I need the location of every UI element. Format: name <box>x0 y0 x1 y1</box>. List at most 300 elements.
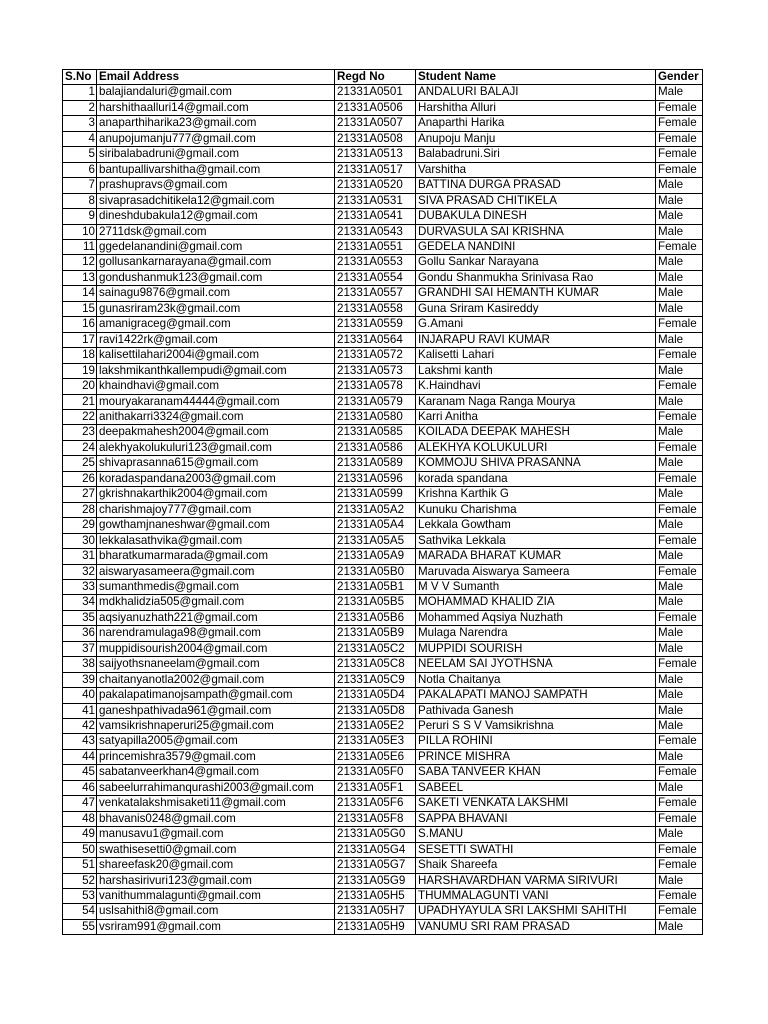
cell-student-name: Krishna Karthik G <box>416 487 656 502</box>
table-row <box>63 657 703 672</box>
cell-email: bhavanis0248@gmail.com <box>97 811 335 826</box>
cell-student-name: Lakshmi kanth <box>416 363 656 378</box>
cell-email: gondushanmuk123@gmail.com <box>97 270 335 285</box>
cell-email: koradaspandana2003@gmail.com <box>97 471 335 486</box>
cell-sno: 38 <box>63 657 97 672</box>
cell-sno: 16 <box>63 317 97 332</box>
cell-sno: 34 <box>63 595 97 610</box>
cell-regd-no: 21331A05E3 <box>335 734 416 749</box>
table-row <box>63 780 703 795</box>
cell-sno: 4 <box>63 131 97 146</box>
cell-email: shareefask20@gmail.com <box>97 858 335 873</box>
table-row <box>63 440 703 455</box>
cell-gender: Female <box>656 734 703 749</box>
cell-sno: 23 <box>63 425 97 440</box>
cell-sno: 15 <box>63 301 97 316</box>
cell-regd-no: 21331A05G7 <box>335 858 416 873</box>
table-row <box>63 827 703 842</box>
cell-gender: Female <box>656 657 703 672</box>
cell-regd-no: 21331A05D8 <box>335 703 416 718</box>
cell-student-name: SABA TANVEER KHAN <box>416 765 656 780</box>
cell-sno: 12 <box>63 255 97 270</box>
cell-email: lekkalasathvika@gmail.com <box>97 533 335 548</box>
cell-gender: Female <box>656 904 703 919</box>
cell-student-name: SAPPA BHAVANI <box>416 811 656 826</box>
cell-student-name: BATTINA DURGA PRASAD <box>416 178 656 193</box>
cell-email: bharatkumarmarada@gmail.com <box>97 549 335 564</box>
table-row <box>63 178 703 193</box>
cell-sno: 17 <box>63 332 97 347</box>
cell-regd-no: 21331A0578 <box>335 379 416 394</box>
cell-student-name: KOILADA DEEPAK MAHESH <box>416 425 656 440</box>
header-email: Email Address <box>97 70 335 85</box>
cell-sno: 50 <box>63 842 97 857</box>
cell-regd-no: 21331A0507 <box>335 116 416 131</box>
cell-email: siribalabadruni@gmail.com <box>97 147 335 162</box>
cell-email: ggedelanandini@gmail.com <box>97 239 335 254</box>
cell-sno: 5 <box>63 147 97 162</box>
table-row <box>63 672 703 687</box>
cell-sno: 46 <box>63 780 97 795</box>
cell-regd-no: 21331A0558 <box>335 301 416 316</box>
cell-sno: 8 <box>63 193 97 208</box>
cell-regd-no: 21331A0572 <box>335 348 416 363</box>
cell-gender: Male <box>656 626 703 641</box>
cell-student-name: PAKALAPATI MANOJ SAMPATH <box>416 688 656 703</box>
cell-student-name: Guna Sriram Kasireddy <box>416 301 656 316</box>
cell-gender: Male <box>656 255 703 270</box>
table-row <box>63 286 703 301</box>
cell-sno: 10 <box>63 224 97 239</box>
cell-sno: 32 <box>63 564 97 579</box>
cell-regd-no: 21331A0579 <box>335 394 416 409</box>
table-row <box>63 100 703 115</box>
cell-sno: 11 <box>63 239 97 254</box>
cell-regd-no: 21331A0586 <box>335 440 416 455</box>
cell-gender: Male <box>656 595 703 610</box>
cell-sno: 53 <box>63 889 97 904</box>
cell-student-name: Kunuku Charishma <box>416 502 656 517</box>
cell-gender: Female <box>656 610 703 625</box>
cell-student-name: Mulaga Narendra <box>416 626 656 641</box>
table-row <box>63 270 703 285</box>
table-row <box>63 703 703 718</box>
cell-regd-no: 21331A0573 <box>335 363 416 378</box>
cell-student-name: THUMMALAGUNTI VANI <box>416 889 656 904</box>
cell-gender: Male <box>656 719 703 734</box>
cell-regd-no: 21331A0551 <box>335 239 416 254</box>
cell-regd-no: 21331A05C2 <box>335 641 416 656</box>
cell-gender: Male <box>656 688 703 703</box>
cell-sno: 6 <box>63 162 97 177</box>
table-row <box>63 919 703 934</box>
cell-gender: Female <box>656 100 703 115</box>
cell-email: harshasirivuri123@gmail.com <box>97 873 335 888</box>
table-row <box>63 688 703 703</box>
cell-email: gowthamjnaneshwar@gmail.com <box>97 518 335 533</box>
cell-email: sainagu9876@gmail.com <box>97 286 335 301</box>
table-row <box>63 487 703 502</box>
cell-student-name: S.MANU <box>416 827 656 842</box>
cell-regd-no: 21331A0589 <box>335 456 416 471</box>
cell-student-name: SIVA PRASAD CHITIKELA <box>416 193 656 208</box>
table-row <box>63 734 703 749</box>
cell-email: princemishra3579@gmail.com <box>97 749 335 764</box>
cell-gender: Female <box>656 842 703 857</box>
cell-student-name: Shaik Shareefa <box>416 858 656 873</box>
table-row <box>63 626 703 641</box>
cell-email: chaitanyanotla2002@gmail.com <box>97 672 335 687</box>
cell-email: sumanthmedis@gmail.com <box>97 579 335 594</box>
cell-sno: 18 <box>63 348 97 363</box>
table-row <box>63 131 703 146</box>
cell-gender: Male <box>656 703 703 718</box>
table-row <box>63 332 703 347</box>
cell-gender: Female <box>656 147 703 162</box>
table-row <box>63 147 703 162</box>
cell-email: bantupallivarshitha@gmail.com <box>97 162 335 177</box>
table-row <box>63 456 703 471</box>
cell-student-name: SABEEL <box>416 780 656 795</box>
cell-sno: 41 <box>63 703 97 718</box>
cell-email: shivaprasanna615@gmail.com <box>97 456 335 471</box>
cell-email: lakshmikanthkallempudi@gmail.com <box>97 363 335 378</box>
cell-student-name: Karri Anitha <box>416 409 656 424</box>
cell-email: dineshdubakula12@gmail.com <box>97 209 335 224</box>
cell-student-name: SAKETI VENKATA LAKSHMI <box>416 796 656 811</box>
table-row <box>63 765 703 780</box>
cell-regd-no: 21331A05H5 <box>335 889 416 904</box>
cell-email: pakalapatimanojsampath@gmail.com <box>97 688 335 703</box>
table-row <box>63 425 703 440</box>
cell-student-name: Peruri S S V Vamsikrishna <box>416 719 656 734</box>
cell-gender: Female <box>656 239 703 254</box>
cell-sno: 48 <box>63 811 97 826</box>
cell-email: uslsahithi8@gmail.com <box>97 904 335 919</box>
cell-sno: 28 <box>63 502 97 517</box>
cell-regd-no: 21331A0564 <box>335 332 416 347</box>
cell-email: kalisettilahari2004i@gmail.com <box>97 348 335 363</box>
cell-email: sabatanveerkhan4@gmail.com <box>97 765 335 780</box>
cell-sno: 9 <box>63 209 97 224</box>
cell-student-name: Anupoju Manju <box>416 131 656 146</box>
cell-gender: Male <box>656 749 703 764</box>
cell-email: sabeelurrahimanqurashi2003@gmail.com <box>97 780 335 795</box>
cell-sno: 1 <box>63 85 97 100</box>
cell-gender: Male <box>656 425 703 440</box>
cell-student-name: Gollu Sankar Narayana <box>416 255 656 270</box>
cell-sno: 54 <box>63 904 97 919</box>
table-row <box>63 162 703 177</box>
cell-sno: 3 <box>63 116 97 131</box>
cell-gender: Female <box>656 409 703 424</box>
cell-sno: 24 <box>63 440 97 455</box>
cell-gender: Male <box>656 579 703 594</box>
cell-email: khaindhavi@gmail.com <box>97 379 335 394</box>
cell-sno: 30 <box>63 533 97 548</box>
cell-sno: 49 <box>63 827 97 842</box>
cell-email: vamsikrishnaperuri25@gmail.com <box>97 719 335 734</box>
table-row <box>63 224 703 239</box>
cell-email: aiswaryasameera@gmail.com <box>97 564 335 579</box>
header-regd-no: Regd No <box>335 70 416 85</box>
table-row <box>63 858 703 873</box>
cell-regd-no: 21331A05G9 <box>335 873 416 888</box>
cell-regd-no: 21331A0513 <box>335 147 416 162</box>
cell-student-name: Gondu Shanmukha Srinivasa Rao <box>416 270 656 285</box>
cell-email: anaparthiharika23@gmail.com <box>97 116 335 131</box>
cell-email: muppidisourish2004@gmail.com <box>97 641 335 656</box>
cell-student-name: VANUMU SRI RAM PRASAD <box>416 919 656 934</box>
cell-student-name: Anaparthi Harika <box>416 116 656 131</box>
cell-gender: Male <box>656 363 703 378</box>
cell-regd-no: 21331A0520 <box>335 178 416 193</box>
cell-sno: 45 <box>63 765 97 780</box>
table-row <box>63 116 703 131</box>
cell-regd-no: 21331A05E6 <box>335 749 416 764</box>
cell-email: anithakarri3324@gmail.com <box>97 409 335 424</box>
cell-regd-no: 21331A05B0 <box>335 564 416 579</box>
cell-student-name: Lekkala Gowtham <box>416 518 656 533</box>
cell-regd-no: 21331A05G4 <box>335 842 416 857</box>
cell-gender: Male <box>656 672 703 687</box>
table-row <box>63 904 703 919</box>
table-row <box>63 889 703 904</box>
cell-sno: 7 <box>63 178 97 193</box>
cell-email: saijyothsnaneelam@gmail.com <box>97 657 335 672</box>
table-row <box>63 502 703 517</box>
cell-student-name: ANDALURI BALAJI <box>416 85 656 100</box>
student-table <box>62 69 703 935</box>
cell-regd-no: 21331A0559 <box>335 317 416 332</box>
cell-student-name: HARSHAVARDHAN VARMA SIRIVURI <box>416 873 656 888</box>
table-row <box>63 719 703 734</box>
table-row <box>63 409 703 424</box>
cell-student-name: korada spandana <box>416 471 656 486</box>
cell-gender: Male <box>656 178 703 193</box>
cell-gender: Female <box>656 348 703 363</box>
cell-student-name: Kalisetti Lahari <box>416 348 656 363</box>
cell-gender: Male <box>656 919 703 934</box>
table-body <box>63 85 703 935</box>
cell-sno: 33 <box>63 579 97 594</box>
cell-sno: 51 <box>63 858 97 873</box>
cell-student-name: INJARAPU RAVI KUMAR <box>416 332 656 347</box>
table-row <box>63 564 703 579</box>
cell-email: vanithummalagunti@gmail.com <box>97 889 335 904</box>
cell-regd-no: 21331A0543 <box>335 224 416 239</box>
cell-student-name: DURVASULA SAI KRISHNA <box>416 224 656 239</box>
cell-sno: 39 <box>63 672 97 687</box>
cell-gender: Female <box>656 471 703 486</box>
table-row <box>63 85 703 100</box>
cell-sno: 29 <box>63 518 97 533</box>
cell-gender: Male <box>656 827 703 842</box>
cell-gender: Female <box>656 811 703 826</box>
cell-regd-no: 21331A05F8 <box>335 811 416 826</box>
cell-regd-no: 21331A0531 <box>335 193 416 208</box>
cell-email: sivaprasadchitikela12@gmail.com <box>97 193 335 208</box>
cell-regd-no: 21331A0554 <box>335 270 416 285</box>
cell-email: satyapilla2005@gmail.com <box>97 734 335 749</box>
table-row <box>63 610 703 625</box>
cell-sno: 42 <box>63 719 97 734</box>
cell-email: swathisesetti0@gmail.com <box>97 842 335 857</box>
cell-student-name: GEDELA NANDINI <box>416 239 656 254</box>
cell-student-name: MOHAMMAD KHALID ZIA <box>416 595 656 610</box>
cell-gender: Female <box>656 796 703 811</box>
cell-sno: 36 <box>63 626 97 641</box>
cell-sno: 20 <box>63 379 97 394</box>
cell-email: anupojumanju777@gmail.com <box>97 131 335 146</box>
cell-sno: 47 <box>63 796 97 811</box>
cell-regd-no: 21331A05H9 <box>335 919 416 934</box>
cell-sno: 22 <box>63 409 97 424</box>
cell-regd-no: 21331A05E2 <box>335 719 416 734</box>
table-row <box>63 209 703 224</box>
cell-gender: Female <box>656 858 703 873</box>
cell-gender: Female <box>656 317 703 332</box>
cell-gender: Male <box>656 456 703 471</box>
cell-email: balajiandaluri@gmail.com <box>97 85 335 100</box>
cell-student-name: M V V Sumanth <box>416 579 656 594</box>
table-row <box>63 193 703 208</box>
cell-regd-no: 21331A05B6 <box>335 610 416 625</box>
cell-email: venkatalakshmisaketi11@gmail.com <box>97 796 335 811</box>
cell-gender: Female <box>656 116 703 131</box>
cell-email: prashupravs@gmail.com <box>97 178 335 193</box>
cell-student-name: ALEKHYA KOLUKULURI <box>416 440 656 455</box>
table-row <box>63 595 703 610</box>
cell-sno: 40 <box>63 688 97 703</box>
table-row <box>63 518 703 533</box>
cell-student-name: PRINCE MISHRA <box>416 749 656 764</box>
cell-student-name: UPADHYAYULA SRI LAKSHMI SAHITHI <box>416 904 656 919</box>
cell-regd-no: 21331A0541 <box>335 209 416 224</box>
cell-gender: Male <box>656 301 703 316</box>
table-row <box>63 379 703 394</box>
cell-regd-no: 21331A05D4 <box>335 688 416 703</box>
cell-gender: Female <box>656 765 703 780</box>
table-row <box>63 301 703 316</box>
cell-gender: Female <box>656 131 703 146</box>
table-row <box>63 363 703 378</box>
cell-gender: Female <box>656 889 703 904</box>
cell-email: harshithaalluri14@gmail.com <box>97 100 335 115</box>
cell-regd-no: 21331A05B1 <box>335 579 416 594</box>
cell-sno: 37 <box>63 641 97 656</box>
cell-regd-no: 21331A05C8 <box>335 657 416 672</box>
cell-regd-no: 21331A05F0 <box>335 765 416 780</box>
cell-regd-no: 21331A05A5 <box>335 533 416 548</box>
cell-email: charishmajoy777@gmail.com <box>97 502 335 517</box>
cell-regd-no: 21331A0585 <box>335 425 416 440</box>
cell-email: mdkhalidzia505@gmail.com <box>97 595 335 610</box>
cell-gender: Female <box>656 162 703 177</box>
cell-student-name: Varshitha <box>416 162 656 177</box>
table-row <box>63 641 703 656</box>
cell-email: aqsiyanuzhath221@gmail.com <box>97 610 335 625</box>
cell-sno: 14 <box>63 286 97 301</box>
cell-gender: Male <box>656 224 703 239</box>
table-row <box>63 842 703 857</box>
table-row <box>63 811 703 826</box>
cell-sno: 13 <box>63 270 97 285</box>
cell-email: gollusankarnarayana@gmail.com <box>97 255 335 270</box>
table-row <box>63 533 703 548</box>
cell-gender: Male <box>656 487 703 502</box>
cell-student-name: MUPPIDI SOURISH <box>416 641 656 656</box>
cell-student-name: PILLA ROHINI <box>416 734 656 749</box>
cell-student-name: Harshitha Alluri <box>416 100 656 115</box>
cell-regd-no: 21331A0501 <box>335 85 416 100</box>
cell-sno: 19 <box>63 363 97 378</box>
cell-sno: 26 <box>63 471 97 486</box>
cell-student-name: GRANDHI SAI HEMANTH KUMAR <box>416 286 656 301</box>
cell-gender: Female <box>656 564 703 579</box>
cell-sno: 43 <box>63 734 97 749</box>
cell-student-name: G.Amani <box>416 317 656 332</box>
cell-student-name: DUBAKULA DINESH <box>416 209 656 224</box>
cell-gender: Male <box>656 518 703 533</box>
cell-regd-no: 21331A05A9 <box>335 549 416 564</box>
cell-email: ganeshpathivada961@gmail.com <box>97 703 335 718</box>
cell-sno: 52 <box>63 873 97 888</box>
cell-email: mouryakaranam44444@gmail.com <box>97 394 335 409</box>
cell-student-name: MARADA BHARAT KUMAR <box>416 549 656 564</box>
table-row <box>63 749 703 764</box>
cell-student-name: Karanam Naga Ranga Mourya <box>416 394 656 409</box>
cell-regd-no: 21331A05H7 <box>335 904 416 919</box>
table-row <box>63 579 703 594</box>
cell-gender: Male <box>656 641 703 656</box>
cell-email: manusavu1@gmail.com <box>97 827 335 842</box>
cell-email: gunasriram23k@gmail.com <box>97 301 335 316</box>
table-row <box>63 471 703 486</box>
cell-regd-no: 21331A0596 <box>335 471 416 486</box>
cell-gender: Male <box>656 270 703 285</box>
cell-regd-no: 21331A05C9 <box>335 672 416 687</box>
cell-student-name: Maruvada Aiswarya Sameera <box>416 564 656 579</box>
cell-regd-no: 21331A0557 <box>335 286 416 301</box>
table-row <box>63 239 703 254</box>
cell-email: vsriram991@gmail.com <box>97 919 335 934</box>
cell-student-name: Mohammed Aqsiya Nuzhath <box>416 610 656 625</box>
cell-gender: Male <box>656 286 703 301</box>
cell-student-name: SESETTI SWATHI <box>416 842 656 857</box>
cell-sno: 27 <box>63 487 97 502</box>
cell-regd-no: 21331A0508 <box>335 131 416 146</box>
cell-email: amanigraceg@gmail.com <box>97 317 335 332</box>
cell-regd-no: 21331A05A2 <box>335 502 416 517</box>
cell-regd-no: 21331A05F6 <box>335 796 416 811</box>
cell-sno: 2 <box>63 100 97 115</box>
header-student-name: Student Name <box>416 70 656 85</box>
cell-gender: Male <box>656 873 703 888</box>
cell-regd-no: 21331A0517 <box>335 162 416 177</box>
cell-student-name: KOMMOJU SHIVA PRASANNA <box>416 456 656 471</box>
cell-gender: Male <box>656 332 703 347</box>
cell-regd-no: 21331A05A4 <box>335 518 416 533</box>
header-gender: Gender <box>656 70 703 85</box>
cell-student-name: NEELAM SAI JYOTHSNA <box>416 657 656 672</box>
cell-gender: Male <box>656 549 703 564</box>
cell-email: narendramulaga98@gmail.com <box>97 626 335 641</box>
table-row <box>63 255 703 270</box>
cell-gender: Male <box>656 193 703 208</box>
cell-gender: Male <box>656 780 703 795</box>
header-row <box>63 70 703 85</box>
